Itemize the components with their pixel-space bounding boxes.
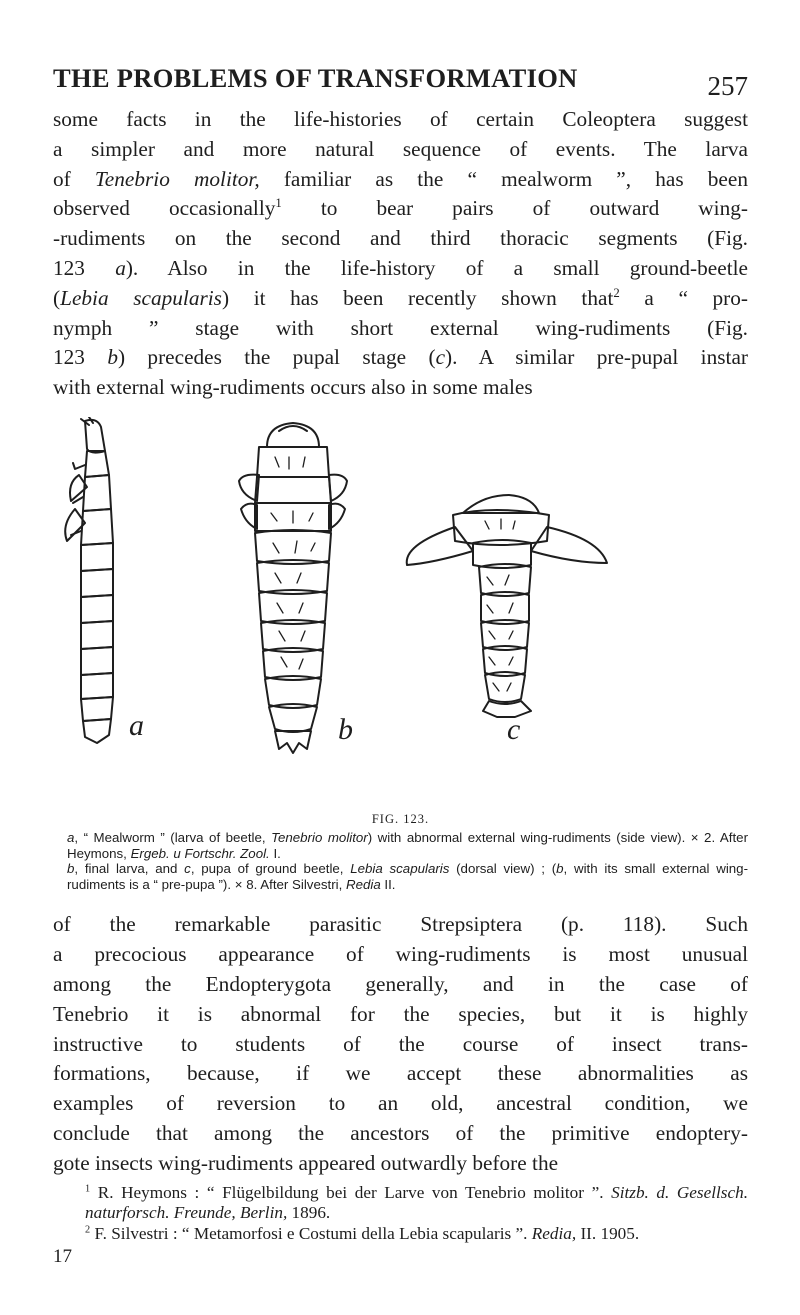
book-page	[53, 55, 748, 1268]
pre-pupa-abdomen-segment	[255, 530, 331, 564]
figure-label-c: c	[507, 712, 521, 746]
mealworm-abdomen-segment	[81, 673, 113, 699]
text-line: among the Endopterygota generally, and in the case of	[53, 971, 748, 996]
pre-pupa-dorsal-view-drawing	[239, 423, 347, 753]
mealworm-abdomen-segment	[81, 595, 113, 623]
pupa-wing-left	[407, 527, 473, 565]
body-text-lower	[53, 910, 748, 1178]
text-line: -rudiments on the second and third thoracic segments (Fig.	[53, 226, 748, 251]
text-line: of Tenebrio molitor, familiar as the “ mealworm ”, has been	[53, 166, 748, 191]
mealworm-abdomen-segment	[81, 621, 113, 649]
footnote: $^2$ F. Silvestri : “ Metamorfosi e Costumi della Lebia scapularis ”. Redia, II. 1905.	[85, 1223, 640, 1243]
text-line: nymph ” stage with short external wing-rudiments (Fig.	[53, 315, 748, 340]
printer-signature: 17	[53, 1246, 72, 1268]
pupa-dorsal-view-drawing	[407, 495, 607, 717]
text-line: conclude that among the ancestors of the primitive endoptery-	[53, 1120, 748, 1145]
text-line: 123 a). Also in the life-history of a small ground-beetle	[53, 255, 748, 280]
pre-pupa-wing-rudiment-right	[329, 475, 347, 501]
pre-pupa-abdomen-segment	[259, 590, 327, 624]
page-header	[53, 55, 748, 105]
text-line: 123 b) precedes the pupal stage (c). A similar pre-pupal instar	[53, 345, 748, 370]
text-line: of the remarkable parasitic Strepsiptera (p. 118). Such	[53, 912, 748, 937]
mealworm-abdomen-segment	[81, 697, 113, 721]
mealworm-tail	[83, 719, 111, 743]
caption-paragraph: a, “ Mealworm ” (larva of beetle, Tenebrio molitor) with abnormal external wing-rudiments (side view). × 2. After Heymons, Ergeb. u Fortschr. Zool. I.	[67, 829, 749, 861]
text-line: formations, because, if we accept these abnormalities as	[53, 1061, 748, 1086]
text-line: Tenebrio it is abnormal for the species, but it is highly	[53, 1001, 748, 1026]
pre-pupa-tail	[275, 731, 311, 753]
pre-pupa-pronotum	[257, 447, 329, 477]
body-text-upper	[53, 105, 748, 403]
text-line: some facts in the life-histories of certain Coleoptera suggest	[53, 107, 748, 131]
figure-123	[53, 417, 748, 812]
pre-pupa-mouthparts	[279, 426, 307, 431]
mealworm-abdomen-segment	[81, 543, 113, 571]
figure-label-b: b	[338, 712, 353, 746]
pre-pupa-mesothorax	[255, 477, 331, 503]
caption-paragraph: b, final larva, and c, pupa of ground beetle, Lebia scapularis (dorsal view) ; (b, with its small external wing-rudiments is a “ pre-pupa ”). × 8. After Silvestri, Redia II.	[67, 861, 748, 892]
text-line: a precocious appearance of wing-rudiments is most unusual	[53, 942, 748, 967]
figure-caption	[67, 830, 748, 892]
footnote: $^1$ R. Heymons : “ Flügelbildung bei der Larve von Tenebrio molitor ”. Sitzb. d. Gesellsch. naturforsch. Freunde, Berlin, 1896.	[85, 1182, 749, 1223]
footnotes	[53, 1183, 748, 1245]
text-line: examples of reversion to an old, ancestral condition, we	[53, 1091, 748, 1116]
mealworm-abdomen-segment	[81, 569, 113, 597]
mealworm-mesothorax	[83, 475, 111, 511]
page-number: 257	[707, 71, 748, 101]
mealworm-side-view-drawing	[65, 417, 113, 743]
mealworm-pronotum	[85, 451, 109, 477]
text-line: with external wing-rudiments occurs also in some males	[53, 375, 533, 400]
text-line: gote insects wing-rudiments appeared outwardly before the	[53, 1150, 559, 1175]
text-line: observed occasionally$^1$ to bear pairs of outward wing-	[53, 196, 748, 221]
running-head: THE PROBLEMS OF TRANSFORMATION	[53, 63, 578, 93]
figure-drawing	[53, 417, 748, 812]
mealworm-abdomen-segment	[81, 647, 113, 675]
text-line: instructive to students of the course of insect trans-	[53, 1031, 748, 1056]
text-line: a simpler and more natural sequence of events. The larva	[53, 136, 748, 161]
pre-pupa-abdomen-segment	[257, 560, 329, 594]
figure-label-a: a	[129, 708, 144, 742]
figure-title: FIG. 123.	[371, 811, 430, 826]
mealworm-metathorax	[81, 509, 113, 545]
pupa-wing-right	[531, 527, 607, 563]
text-line: (Lebia scapularis) it has been recently shown that$^2$ a “ pro-	[53, 285, 748, 310]
